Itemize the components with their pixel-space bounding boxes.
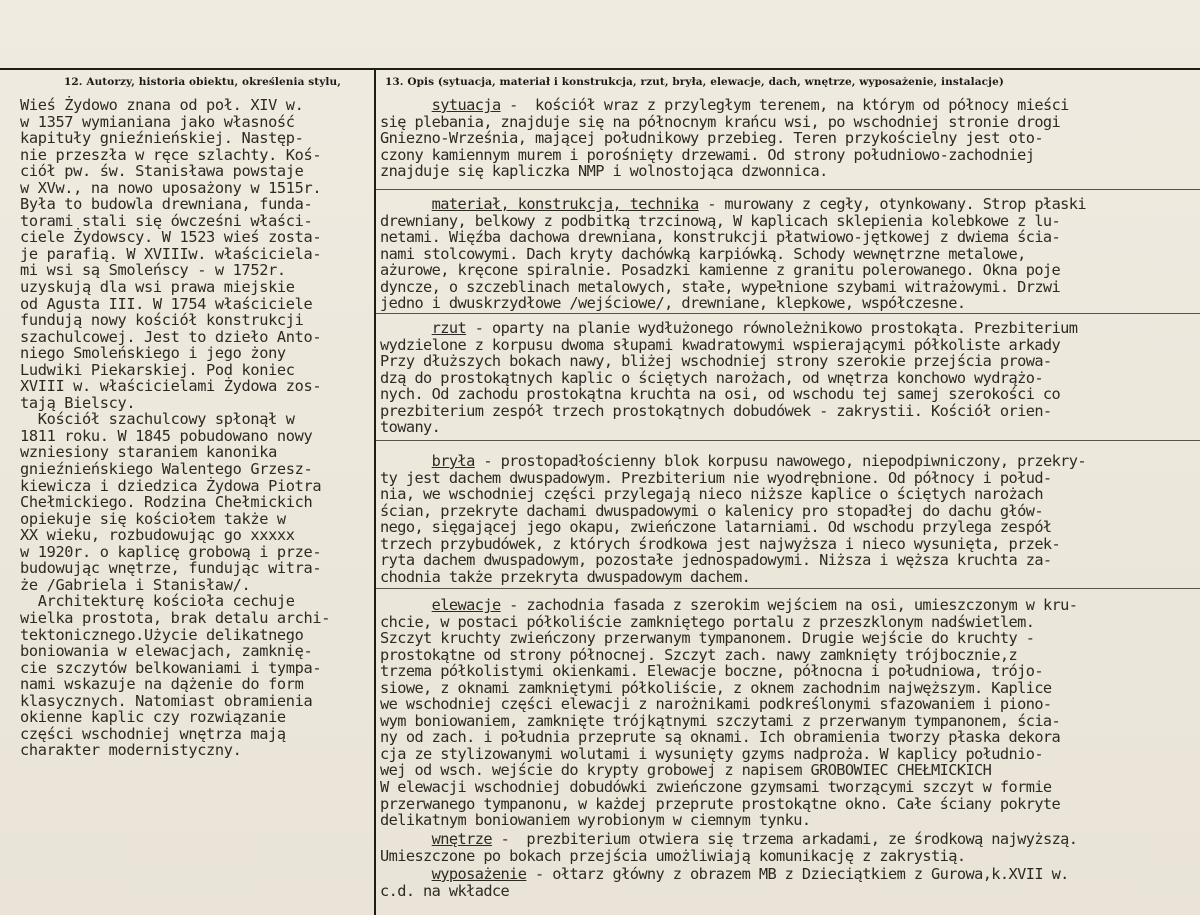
section-sytuacja (380, 97, 1198, 180)
section-separator (376, 313, 1200, 314)
section-separator (376, 588, 1200, 589)
section-label: rzut (431, 320, 467, 337)
top-rule (0, 68, 1200, 70)
section-label: materiał, konstrukcja, technika (431, 196, 699, 213)
section-label: bryła (431, 453, 475, 470)
section-rzut (380, 320, 1198, 436)
section-text: - oparty na planie wydłużonego równoleżnikowo prostokąta. Prezbiterium wydzielone z korpusu dwoma słupami kwadratowymi wspierającymi półkoliste arkady Przy dłuższych bokach nawy, bliżej wschodniej strony szerokie przejścia prowa- dzą do prostokątnych kaplic o ściętych narożach, od wnętrza konchowo wydrążo- nych. Od zachodu prostokątna kruchta na osi, od wschodu tej samej szerokości co prezbiterium zespół trzech prostokątnych dobudówek - zakrystii. Kościół orien- towany. (380, 320, 1078, 436)
right-column-header: 13. Opis (sytuacja, materiał i konstrukcja, rzut, bryła, elewacje, dach, wnętrze, wyposażenie, instalacje) (385, 76, 1004, 88)
history-text: Wieś Żydowo znana od poł. XIV w. w 1357 wymianiana jako własność kapituły gnieźnieńskiej. Następ- nie przeszła w ręce szlachty. Koś- ciół pw. św. Stanisława powstaje w XVw., na nowo uposażony w 1515r. Była to budowla drewniana, funda- torami stali się ówcześni właści- ciele Żydowscy. W 1523 wieś zosta- je parafią. W XVIIIw. właściciela- mi wsi są Smoleńscy - w 1752r. uzyskują dla wsi prawa miejskie od Agusta III. W 1754 właściciele fundują nowy kościół konstrukcji szachulcowej. Jest to dzieło Anto- niego Smoleńskiego i jego żony Ludwiki Piekarskiej. Pod koniec XVIII w. właścicielami Żydowa zos- tają Bielscy. Kościół szachulcowy spłonął w 1811 roku. W 1845 pobudowano nowy wzniesiony staraniem kanonika gnieźnieńskiego Walentego Grzesz- kiewicza i dziedzica Żydowa Piotra Chełmickiego. Rodzina Chełmickich opiekuje się kościołem także w XX wieku, rozbudowując go xxxxx w 1920r. o kaplicę grobową i prze- budowując wnętrze, fundując witra- że /Gabriela i Stanisław/. Architekturę kościoła cechuje wielka prostota, brak detalu archi- tektonicznego.Użycie delikatnego boniowania w elewacjach, zamknię- cie szczytów belkowaniami i tympa- nami wskazuje na dążenie do form klasycznych. Natomiast obramienia okienne kaplic czy rozwiązanie części wschodniej wnętrza mają charakter modernistyczny. (20, 96, 331, 760)
section-text: - kościół wraz z przyległym terenem, na którym od północy mieści się plebania, znajduje się na północnym krańcu wsi, po wschodniej stronie drogi Gniezno-Września, mającej południkowy przebieg. Teren przykościelny jest oto- czony kamiennym murem i porośnięty drzewami. Od strony południowo-zachodniej znajduje się kapliczka NMP i wolnostojąca dzwonnica. (380, 97, 1069, 180)
section-separator (376, 189, 1200, 190)
section-label: sytuacja (431, 97, 501, 114)
section-text: - prezbiterium otwiera się trzema arkadami, ze środkową najwyższą. Umieszczone po bokach przejścia umożliwiają komunikację z zakrystią. (380, 831, 1078, 865)
section-wyposazenie (380, 866, 1198, 899)
section-text: - ołtarz główny z obrazem MB z Dzieciątkiem z Gurowa,k.XVII w. c.d. na wkładce (380, 866, 1069, 900)
section-separator (376, 440, 1200, 441)
section-bryla (380, 453, 1198, 585)
section-wnetrze (380, 831, 1198, 864)
section-text: - murowany z cegły, otynkowany. Strop płaski drewniany, belkowy z podbitką trzcinową, W kaplicach sklepienia kolebkowe z lu- netami. Więźba dachowa drewniana, konstrukcji płatwiowo-jętkowej z dwiema ścia- nami stolcowymi. Dach kryty dachówką karpiówką. Schody wewnętrzne metalowe, ażurowe, kręcone spiralnie. Posadzki kamienne z granitu polerowanego. Okna poje dyncze, o szczeblinach metalowych, stałe, wypełnione szybami witrażowymi. Drzwi jedno i dwuskrzydłowe /wejściowe/, drewniane, klepkowe, współczesne. (380, 196, 1087, 312)
section-material (380, 196, 1198, 312)
section-label: elewacje (431, 597, 501, 614)
left-column-header: 12. Autorzy, historia obiektu, określenia stylu, (64, 76, 342, 88)
section-label: wyposażenie (431, 866, 527, 883)
section-elewacje (380, 597, 1198, 829)
column-divider (374, 68, 376, 915)
section-text: - zachodnia fasada z szerokim wejściem na osi, umieszczonym w kru- chcie, w postaci półkoliście zamkniętego portalu z przeszklonym nadświetlem. Szczyt kruchty zwieńczony przerwanym tympanonem. Drugie wejście do kruchty - prostokątne od strony północnej. Szczyt zach. nawy zamknięty trójbocznie,z trzema półkolistymi okienkami. Elewacje boczne, północna i południowa, trójo- siowe, z oknami zamkniętymi półkoliście, z oknem zachodnim najwęższym. Kaplice we wschodniej części elewacji z narożnikami podkreślonymi sfazowaniem i piono- wym boniowaniem, zamknięte trójkątnymi szczytami z przerwanym tympanonem, ścia- ny od zach. i południa przeprute są oknami. Ich obramienia tworzy płaska dekora cja ze stylizowanymi wolutami i wysunięty gzyms nadproża. W kaplicy południo- wej od wsch. wejście do krypty grobowej z napisem GROBOWIEC CHEŁMICKICH W elewacji wschodniej dobudówki zwieńczone gzymsami tworzącymi szczyt w formie przerwanego tympanonu, w każdej przeprute prostokątne okno. Całe ściany pokryte delikatnym boniowaniem wyrobionym w ciemnym tynku. (380, 597, 1078, 829)
section-label: wnętrze (431, 831, 492, 848)
section-text: - prostopadłościenny blok korpusu nawowego, niepodpiwniczony, przekry- ty jest dachem dwuspadowym. Prezbiterium nie wyodrębnione. Od północy i połud- nia, we wschodniej części przylegają nieco niższe kaplice o ściętych narożach ścian, przekryte dachami dwuspadowymi o kalenicy pro stopadłej do dachu głów- nego, sięgającej jego okapu, zwieńczone latarniami. Od wschodu przylega zespół trzech przybudówek, z których środkowa jest najwyższa i nieco wysunięta, przek- ryta dachem dwuspadowym, pozostałe jednospadowymi. Niższa i węższa kruchta za- chodnia także przekryta dwuspadowym dachem. (380, 453, 1087, 586)
